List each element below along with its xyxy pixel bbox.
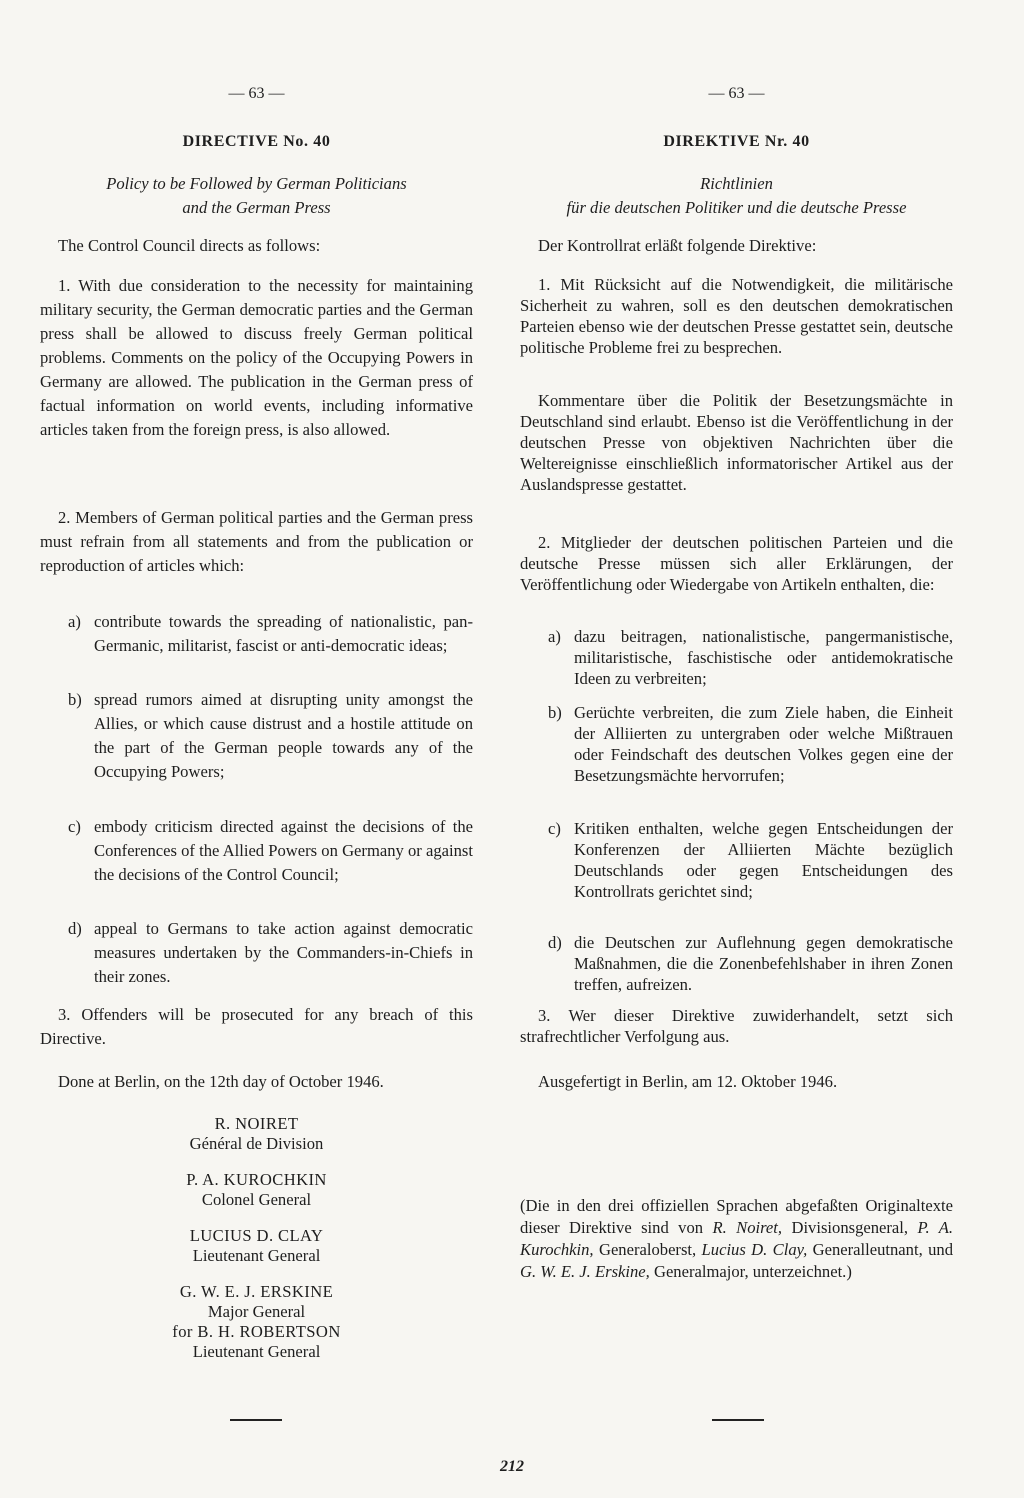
paragraph-3-en	[40, 1003, 473, 1051]
item-b-mark-en: b)	[68, 690, 82, 709]
item-d-mark-en: d)	[68, 919, 82, 938]
closing-rule-en	[230, 1419, 282, 1421]
directive-subtitle-en	[40, 172, 473, 220]
done-line-de	[520, 1070, 953, 1094]
signature-kurochkin	[40, 1170, 473, 1210]
subtitle-line2-de: für die deutschen Politiker und die deutsche Presse	[566, 198, 907, 217]
note-name-clay: Lucius D. Clay,	[701, 1240, 808, 1259]
signature-rank: Colonel General	[201, 1190, 312, 1209]
signature-for-robertson: for B. H. ROBERTSON	[172, 1322, 341, 1341]
note-text: (Die in den drei offiziellen Sprachen abgefaßten Originaltexte dieser Direktive sind von	[520, 1196, 953, 1237]
item-a-text-de: dazu beitragen, nationalistische, pangermanistische, militaristische, faschistische oder antidemokratische Ideen zu verbreiten;	[574, 627, 953, 688]
item-d-text-de: die Deutschen zur Auflehnung gegen demokratische Maßnahmen, die die Zonenbefehlshaber in ihren Zonen treffen, aufreizen.	[574, 933, 953, 994]
note-text: Generalmajor, unterzeichnet.)	[649, 1262, 852, 1281]
intro-text-en: The Control Council directs as follows:	[58, 236, 321, 255]
item-c-en	[68, 815, 473, 887]
signature-rank: Lieutenant General	[192, 1246, 321, 1265]
intro-en	[40, 234, 473, 258]
item-a-text-en: contribute towards the spreading of nationalistic, pan-Germanic, militarist, fascist or anti-democratic ideas;	[94, 612, 473, 655]
note-text: Generalleutnant, und	[807, 1240, 953, 1259]
paragraph-1-de	[520, 274, 953, 358]
done-text-en: Done at Berlin, on the 12th day of October 1946.	[58, 1072, 384, 1091]
paragraph-3-text-de: 3. Wer dieser Direktive zuwiderhandelt, setzt sich strafrechtlicher Verfolgung aus.	[520, 1006, 953, 1046]
note-name-noiret: R. Noiret,	[712, 1218, 783, 1237]
signature-name: G. W. E. J. ERSKINE	[179, 1282, 334, 1301]
note-text: Generaloberst,	[593, 1240, 702, 1259]
subtitle-line1-en: Policy to be Followed by German Politicians	[106, 174, 407, 193]
item-a-mark-en: a)	[68, 612, 81, 631]
intro-de	[520, 234, 953, 258]
signature-block	[40, 1114, 473, 1378]
done-line-en	[40, 1070, 473, 1094]
signature-rank: Général de Division	[189, 1134, 324, 1153]
paragraph-1-text-en: 1. With due consideration to the necessity for maintaining military security, the German democratic parties and the German press shall be allowed to discuss freely German political problems. Comments on the policy of the Occupying Powers in Germany are allowed. The publication in the German press of factual information on world events, including informative articles taken from the foreign press, is also allowed.	[40, 276, 473, 439]
item-d-mark-de: d)	[548, 933, 562, 952]
item-b-en	[68, 688, 473, 784]
signature-name: LUCIUS D. CLAY	[189, 1226, 324, 1245]
directive-subtitle-de	[520, 172, 953, 220]
signatories-note	[520, 1195, 953, 1283]
done-text-de: Ausgefertigt in Berlin, am 12. Oktober 1946.	[538, 1072, 838, 1091]
item-b-de	[548, 702, 953, 786]
paragraph-3-text-en: 3. Offenders will be prosecuted for any breach of this Directive.	[40, 1005, 473, 1048]
item-b-mark-de: b)	[548, 703, 562, 722]
page-number-de: — 63 —	[708, 85, 765, 102]
item-c-de	[548, 818, 953, 902]
note-name-erskine: G. W. E. J. Erskine,	[520, 1262, 650, 1281]
paragraph-1-en	[40, 274, 473, 442]
closing-rule-de	[712, 1419, 764, 1421]
note-name-kurochkin: P. A. Kurochkin,	[520, 1218, 953, 1259]
signature-clay	[40, 1226, 473, 1266]
item-d-text-en: appeal to Germans to take action against democratic measures undertaken by the Commanders-in-Chiefs in their zones.	[94, 919, 473, 986]
signature-erskine	[40, 1282, 473, 1362]
item-c-mark-de: c)	[548, 819, 561, 838]
item-d-en	[68, 917, 473, 989]
item-c-text-de: Kritiken enthalten, welche gegen Entscheidungen der Konferenzen der Alliierten Mächte bezüglich Deutschlands oder gegen Entscheidungen des Kontrollrats gerichtet sind;	[574, 819, 953, 901]
item-b-text-de: Gerüchte verbreiten, die zum Ziele haben, die Einheit der Alliierten zu untergraben oder welche Mißtrauen oder Feindschaft des deutschen Volkes gegen eine der Besetzungsmächte hervorrufen;	[574, 703, 953, 785]
directive-title-de: DIREKTIVE Nr. 40	[663, 133, 810, 150]
subtitle-line2-en: and the German Press	[182, 198, 331, 217]
paragraph-1b-de	[520, 390, 953, 495]
signature-rank: Major General	[207, 1302, 306, 1321]
paragraph-3-de	[520, 1005, 953, 1047]
item-c-mark-en: c)	[68, 817, 81, 836]
subtitle-line1-de: Richtlinien	[700, 174, 773, 193]
directive-title-en: DIRECTIVE No. 40	[182, 133, 331, 150]
signature-rank: Lieutenant General	[192, 1342, 321, 1361]
intro-text-de: Der Kontrollrat erläßt folgende Direktive:	[538, 236, 817, 255]
note-text: Divisionsgeneral,	[782, 1218, 918, 1237]
item-a-en	[68, 610, 473, 658]
paragraph-1b-text-de: Kommentare über die Politik der Besetzungsmächte in Deutschland sind erlaubt. Ebenso ist die Veröffentlichung in der deutschen Presse von objektiven Nachrichten über die Weltereignisse einschließlich informatorischer Artikel aus der Auslandspresse gestattet.	[520, 391, 953, 494]
item-b-text-en: spread rumors aimed at disrupting unity amongst the Allies, or which cause distrust and a hostile attitude on the part of the German people towards any of the Occupying Powers;	[94, 690, 473, 781]
signature-name: P. A. KUROCHKIN	[186, 1170, 327, 1189]
paragraph-2-en	[40, 506, 473, 578]
page-number-en: — 63 —	[228, 85, 285, 102]
item-a-de	[548, 626, 953, 689]
paragraph-2-text-de: 2. Mitglieder der deutschen politischen Parteien und die deutsche Presse müssen sich aller Erklärungen, der Veröffentlichung oder Wiedergabe von Artikeln enthalten, die:	[520, 533, 953, 594]
item-c-text-en: embody criticism directed against the decisions of the Conferences of the Allied Powers on Germany or against the decisions of the Control Council;	[94, 817, 473, 884]
item-d-de	[548, 932, 953, 995]
signature-noiret	[40, 1114, 473, 1154]
paragraph-2-text-en: 2. Members of German political parties and the German press must refrain from all statements and from the publication or reproduction of articles which:	[40, 508, 473, 575]
signature-name: R. NOIRET	[214, 1114, 299, 1133]
paragraph-1-text-de: 1. Mit Rücksicht auf die Notwendigkeit, die militärische Sicherheit zu wahren, soll es den deutschen demokratischen Parteien ebenso wie der deutschen Presse gestattet sein, deutsche politische Probleme frei zu besprechen.	[520, 275, 953, 357]
item-a-mark-de: a)	[548, 627, 561, 646]
footer-page-number: 212	[500, 1458, 524, 1475]
paragraph-2-de	[520, 532, 953, 595]
